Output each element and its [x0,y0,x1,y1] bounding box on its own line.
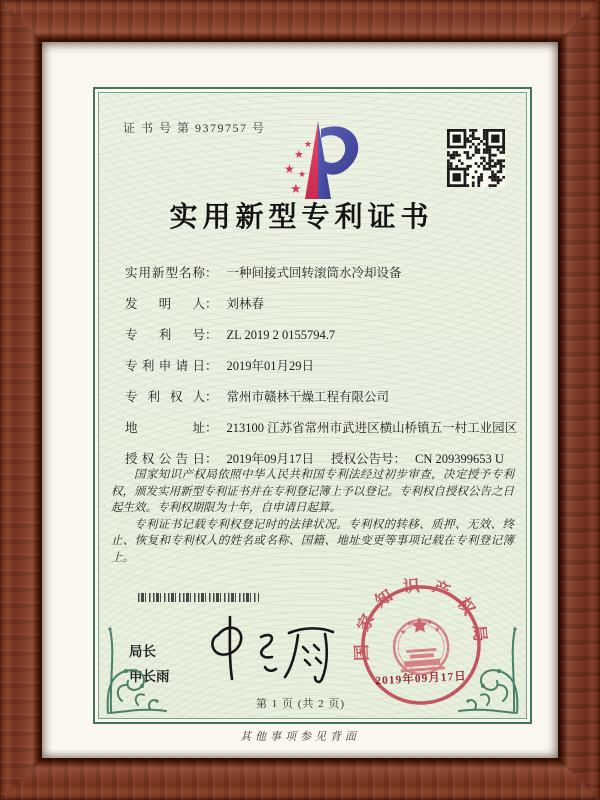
certificate-number: 证 书 号 第 9379757 号 [123,121,266,135]
signer-name: 申长雨 [129,669,170,684]
field-row-patentee [125,387,510,418]
field-value: 213100 江苏省常州市武进区横山桥镇五一村工业园区 [226,421,518,435]
field-row-patent-no [125,325,510,356]
colon: ： [205,266,218,280]
legal-paragraph: 专利证书记载专利权登记时的法律状况。专利权的转移、质押、无效、终止、恢复和专利权人的姓名或名称、国籍、地址变更等事项记载在专利登记簿上。 [111,518,514,564]
field-value: 一种间接式回转滚筒水冷却设备 [226,266,402,280]
qr-code-icon [447,129,505,187]
field-row-inventor [125,294,510,325]
seal-text: 国家知识产权局 [351,575,492,662]
svg-text:★: ★ [399,628,407,637]
colon: ： [205,390,218,404]
svg-text:★: ★ [406,619,414,628]
field-row-filing-date [125,356,510,387]
field-list [125,263,518,480]
certificate-paper [42,42,558,758]
handwritten-signature-icon [195,607,355,693]
legal-paragraph: 国家知识产权局依照中华人民共和国专利法经过初步审查，决定授予专利权，颁发实用新型专利证书并在专利登记簿上予以登记。专利权自授权公告之日起生效。专利权期限为十年，自申请日起算。 [111,469,514,515]
certificate-border-area [98,92,527,719]
field-label: 授权公告日 [125,452,205,466]
seal-date: 2019年09月17日 [375,670,468,688]
field-value: 常州市赣林干燥工程有限公司 [226,390,390,404]
field-value: 2019年09月17日 [226,452,315,466]
field-label: 实用新型名称 [125,266,205,280]
frame-right [558,0,600,800]
page-info: 第 1 页 (共 2 页) [255,698,346,710]
field-label: 专利权人 [125,390,205,404]
field-value: 2019年01月29日 [226,359,315,373]
svg-text:★: ★ [298,169,307,179]
signer-title: 局长 [129,644,156,659]
barcode-icon [138,593,259,602]
svg-text:★: ★ [433,625,441,635]
field-value: ZL 2019 2 0155794.7 [226,328,336,342]
frame-left [0,0,42,800]
field-value: 刘林春 [226,297,265,311]
colon: ： [205,328,218,342]
field-label: 发明人 [125,297,205,311]
svg-text:★: ★ [304,139,313,149]
svg-text:★: ★ [284,162,295,176]
field-label: 专利申请日 [125,359,205,373]
cnipa-logo-icon [274,113,362,207]
field-label: 地址 [125,421,205,435]
national-emblem-icon [392,615,450,676]
frame-bottom [0,758,600,800]
field-row-address [125,418,518,449]
colon: ： [205,452,218,466]
certificate-title: 实用新型专利证书 [169,202,434,233]
colon: ： [205,297,218,311]
svg-text:★: ★ [290,181,302,196]
grant-number-group [331,449,504,467]
svg-text:★: ★ [426,618,433,627]
field-label: 授权公告号 [331,452,394,466]
field-row-name [125,263,510,294]
colon: ： [205,421,218,435]
frame-top [0,0,600,42]
colon: ： [205,359,218,373]
field-value: CN 209399653 U [415,452,504,466]
back-note: 其他事项参见背面 [240,731,360,743]
field-label: 专利号 [125,328,205,342]
legal-text [111,467,514,567]
colon: ： [393,452,407,466]
svg-text:★: ★ [294,149,304,161]
